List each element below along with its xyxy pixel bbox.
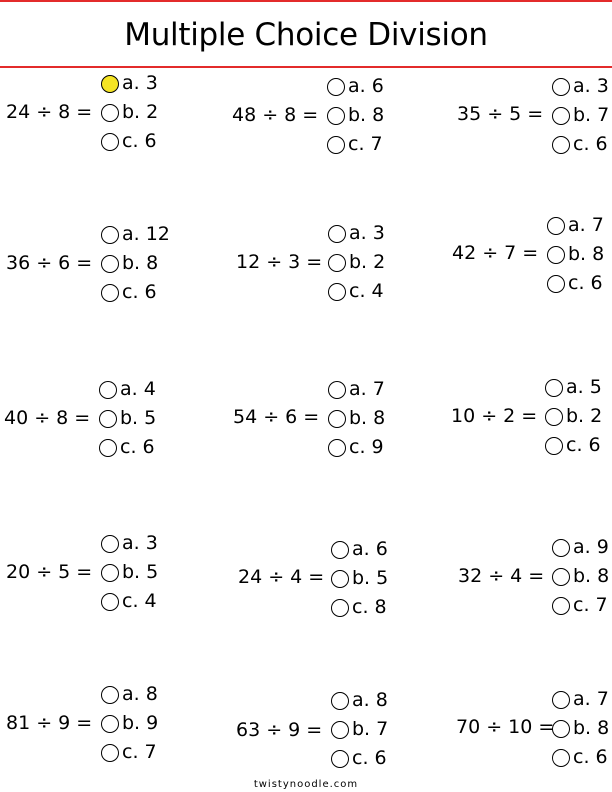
choice-label: b. 8 <box>348 104 385 126</box>
answer-choice[interactable] <box>331 598 387 617</box>
problem-expression: 10 ÷ 2 = <box>451 405 538 427</box>
answer-bubble[interactable] <box>328 410 346 428</box>
answer-choice[interactable] <box>552 135 608 154</box>
answer-choice[interactable] <box>328 224 385 243</box>
answer-bubble[interactable] <box>101 715 119 733</box>
answer-choice[interactable] <box>328 380 385 399</box>
answer-bubble[interactable] <box>552 597 570 615</box>
answer-choice[interactable] <box>331 720 388 739</box>
answer-choice[interactable] <box>101 225 170 244</box>
choice-label: c. 6 <box>352 747 387 769</box>
problem-expression: 32 ÷ 4 = <box>458 565 545 587</box>
choice-label: c. 6 <box>566 434 601 456</box>
choice-label: a. 6 <box>348 75 384 97</box>
answer-choice[interactable] <box>327 106 384 125</box>
answer-choice[interactable] <box>101 254 158 273</box>
answer-bubble[interactable] <box>101 226 119 244</box>
problem-expression: 40 ÷ 8 = <box>4 407 91 429</box>
choice-label: b. 7 <box>573 104 610 126</box>
problem-expression: 35 ÷ 5 = <box>457 103 544 125</box>
answer-bubble[interactable] <box>327 136 345 154</box>
answer-bubble[interactable] <box>101 744 119 762</box>
answer-bubble[interactable] <box>101 75 119 93</box>
choice-label: a. 8 <box>122 683 158 705</box>
answer-choice[interactable] <box>331 540 388 559</box>
answer-bubble[interactable] <box>547 246 565 264</box>
choice-label: c. 7 <box>122 741 157 763</box>
choice-label: a. 7 <box>349 378 385 400</box>
answer-bubble[interactable] <box>101 593 119 611</box>
choice-label: b. 9 <box>122 712 159 734</box>
answer-bubble[interactable] <box>331 570 349 588</box>
answer-choice[interactable] <box>545 407 602 426</box>
answer-choice[interactable] <box>327 77 384 96</box>
answer-bubble[interactable] <box>552 691 570 709</box>
choice-label: b. 5 <box>352 567 389 589</box>
problem-expression: 81 ÷ 9 = <box>6 712 93 734</box>
answer-choice[interactable] <box>327 135 383 154</box>
choice-label: a. 7 <box>573 688 609 710</box>
answer-choice[interactable] <box>99 438 155 457</box>
choice-label: a. 4 <box>120 378 156 400</box>
answer-choice[interactable] <box>101 563 158 582</box>
problem-expression: 54 ÷ 6 = <box>233 406 320 428</box>
page-title: Multiple Choice Division <box>124 17 488 53</box>
problem-expression: 63 ÷ 9 = <box>236 719 323 741</box>
problem-expression: 12 ÷ 3 = <box>236 251 323 273</box>
answer-choice[interactable] <box>547 216 604 235</box>
answer-bubble[interactable] <box>545 408 563 426</box>
answer-bubble[interactable] <box>99 439 117 457</box>
choice-label: b. 8 <box>122 252 159 274</box>
answer-choice[interactable] <box>552 77 609 96</box>
title-bar <box>0 0 612 68</box>
choice-label: c. 6 <box>573 746 608 768</box>
answer-bubble[interactable] <box>547 275 565 293</box>
choice-label: a. 3 <box>122 532 158 554</box>
choice-label: b. 2 <box>349 251 386 273</box>
choice-label: a. 3 <box>573 75 609 97</box>
answer-bubble[interactable] <box>101 564 119 582</box>
choice-label: a. 3 <box>122 72 158 94</box>
answer-choice[interactable] <box>547 245 604 264</box>
choice-label: c. 4 <box>349 280 384 302</box>
answer-choice[interactable] <box>99 409 156 428</box>
answer-bubble[interactable] <box>331 750 349 768</box>
answer-bubble[interactable] <box>545 437 563 455</box>
choice-label: c. 8 <box>352 596 387 618</box>
answer-bubble[interactable] <box>328 381 346 399</box>
choice-label: b. 8 <box>573 717 610 739</box>
choice-label: c. 6 <box>573 133 608 155</box>
choice-label: c. 6 <box>122 281 157 303</box>
answer-choice[interactable] <box>101 592 157 611</box>
answer-bubble[interactable] <box>327 107 345 125</box>
choice-label: a. 3 <box>349 222 385 244</box>
choice-label: a. 9 <box>573 536 609 558</box>
answer-choice[interactable] <box>101 534 158 553</box>
answer-bubble[interactable] <box>331 721 349 739</box>
problem-expression: 36 ÷ 6 = <box>6 252 93 274</box>
answer-bubble[interactable] <box>331 541 349 559</box>
answer-choice[interactable] <box>101 132 157 151</box>
answer-choice[interactable] <box>101 685 158 704</box>
answer-bubble[interactable] <box>101 284 119 302</box>
answer-choice[interactable] <box>331 749 387 768</box>
answer-bubble[interactable] <box>101 686 119 704</box>
answer-bubble[interactable] <box>331 599 349 617</box>
choice-label: b. 7 <box>352 718 389 740</box>
choice-label: c. 7 <box>573 594 608 616</box>
choice-label: a. 8 <box>352 689 388 711</box>
answer-choice[interactable] <box>331 569 388 588</box>
answer-choice[interactable] <box>101 103 158 122</box>
answer-bubble[interactable] <box>328 225 346 243</box>
choice-label: b. 5 <box>120 407 157 429</box>
answer-bubble[interactable] <box>552 78 570 96</box>
answer-choice[interactable] <box>101 743 157 762</box>
answer-choice[interactable] <box>552 596 608 615</box>
answer-bubble[interactable] <box>101 255 119 273</box>
answer-bubble[interactable] <box>552 568 570 586</box>
answer-choice[interactable] <box>545 436 601 455</box>
choice-label: b. 2 <box>566 405 603 427</box>
problem-expression: 70 ÷ 10 = <box>456 716 555 738</box>
choice-label: a. 6 <box>352 538 388 560</box>
choice-label: c. 9 <box>349 436 384 458</box>
answer-choice[interactable] <box>328 409 385 428</box>
answer-choice[interactable] <box>552 106 609 125</box>
answer-bubble[interactable] <box>547 217 565 235</box>
answer-bubble[interactable] <box>328 283 346 301</box>
choice-label: a. 5 <box>566 376 602 398</box>
answer-choice[interactable] <box>328 253 385 272</box>
answer-choice[interactable] <box>101 714 158 733</box>
answer-choice[interactable] <box>101 283 157 302</box>
answer-choice[interactable] <box>545 378 602 397</box>
answer-bubble[interactable] <box>328 254 346 272</box>
problem-expression: 48 ÷ 8 = <box>232 104 319 126</box>
problem-expression: 42 ÷ 7 = <box>452 242 539 264</box>
footer-credit: twistynoodle.com <box>253 779 359 790</box>
answer-choice[interactable] <box>328 438 384 457</box>
answer-choice[interactable] <box>552 567 609 586</box>
choice-label: b. 8 <box>573 565 610 587</box>
answer-bubble[interactable] <box>545 379 563 397</box>
choice-label: b. 2 <box>122 101 159 123</box>
answer-choice[interactable] <box>99 380 156 399</box>
answer-choice[interactable] <box>552 690 609 709</box>
choice-label: c. 6 <box>568 272 603 294</box>
answer-choice[interactable] <box>552 719 609 738</box>
choice-label: c. 4 <box>122 590 157 612</box>
answer-bubble[interactable] <box>99 410 117 428</box>
answer-choice[interactable] <box>328 282 384 301</box>
problem-expression: 24 ÷ 4 = <box>238 566 325 588</box>
answer-bubble[interactable] <box>101 535 119 553</box>
answer-choice[interactable] <box>547 274 603 293</box>
answer-bubble[interactable] <box>101 104 119 122</box>
choice-label: c. 7 <box>348 133 383 155</box>
choice-label: c. 6 <box>122 130 157 152</box>
answer-bubble[interactable] <box>552 749 570 767</box>
answer-choice[interactable] <box>552 538 609 557</box>
answer-bubble[interactable] <box>552 107 570 125</box>
answer-bubble[interactable] <box>327 78 345 96</box>
answer-bubble[interactable] <box>328 439 346 457</box>
choice-label: b. 8 <box>349 407 386 429</box>
answer-bubble[interactable] <box>552 136 570 154</box>
answer-bubble[interactable] <box>552 720 570 738</box>
choice-label: c. 6 <box>120 436 155 458</box>
choice-label: a. 12 <box>122 223 170 245</box>
choice-label: b. 8 <box>568 243 605 265</box>
answer-bubble[interactable] <box>99 381 117 399</box>
answer-bubble[interactable] <box>101 133 119 151</box>
problem-expression: 20 ÷ 5 = <box>6 561 93 583</box>
answer-bubble[interactable] <box>331 692 349 710</box>
answer-choice[interactable] <box>101 74 158 93</box>
problem-expression: 24 ÷ 8 = <box>6 101 93 123</box>
choice-label: b. 5 <box>122 561 159 583</box>
answer-choice[interactable] <box>552 748 608 767</box>
choice-label: a. 7 <box>568 214 604 236</box>
answer-bubble[interactable] <box>552 539 570 557</box>
answer-choice[interactable] <box>331 691 388 710</box>
